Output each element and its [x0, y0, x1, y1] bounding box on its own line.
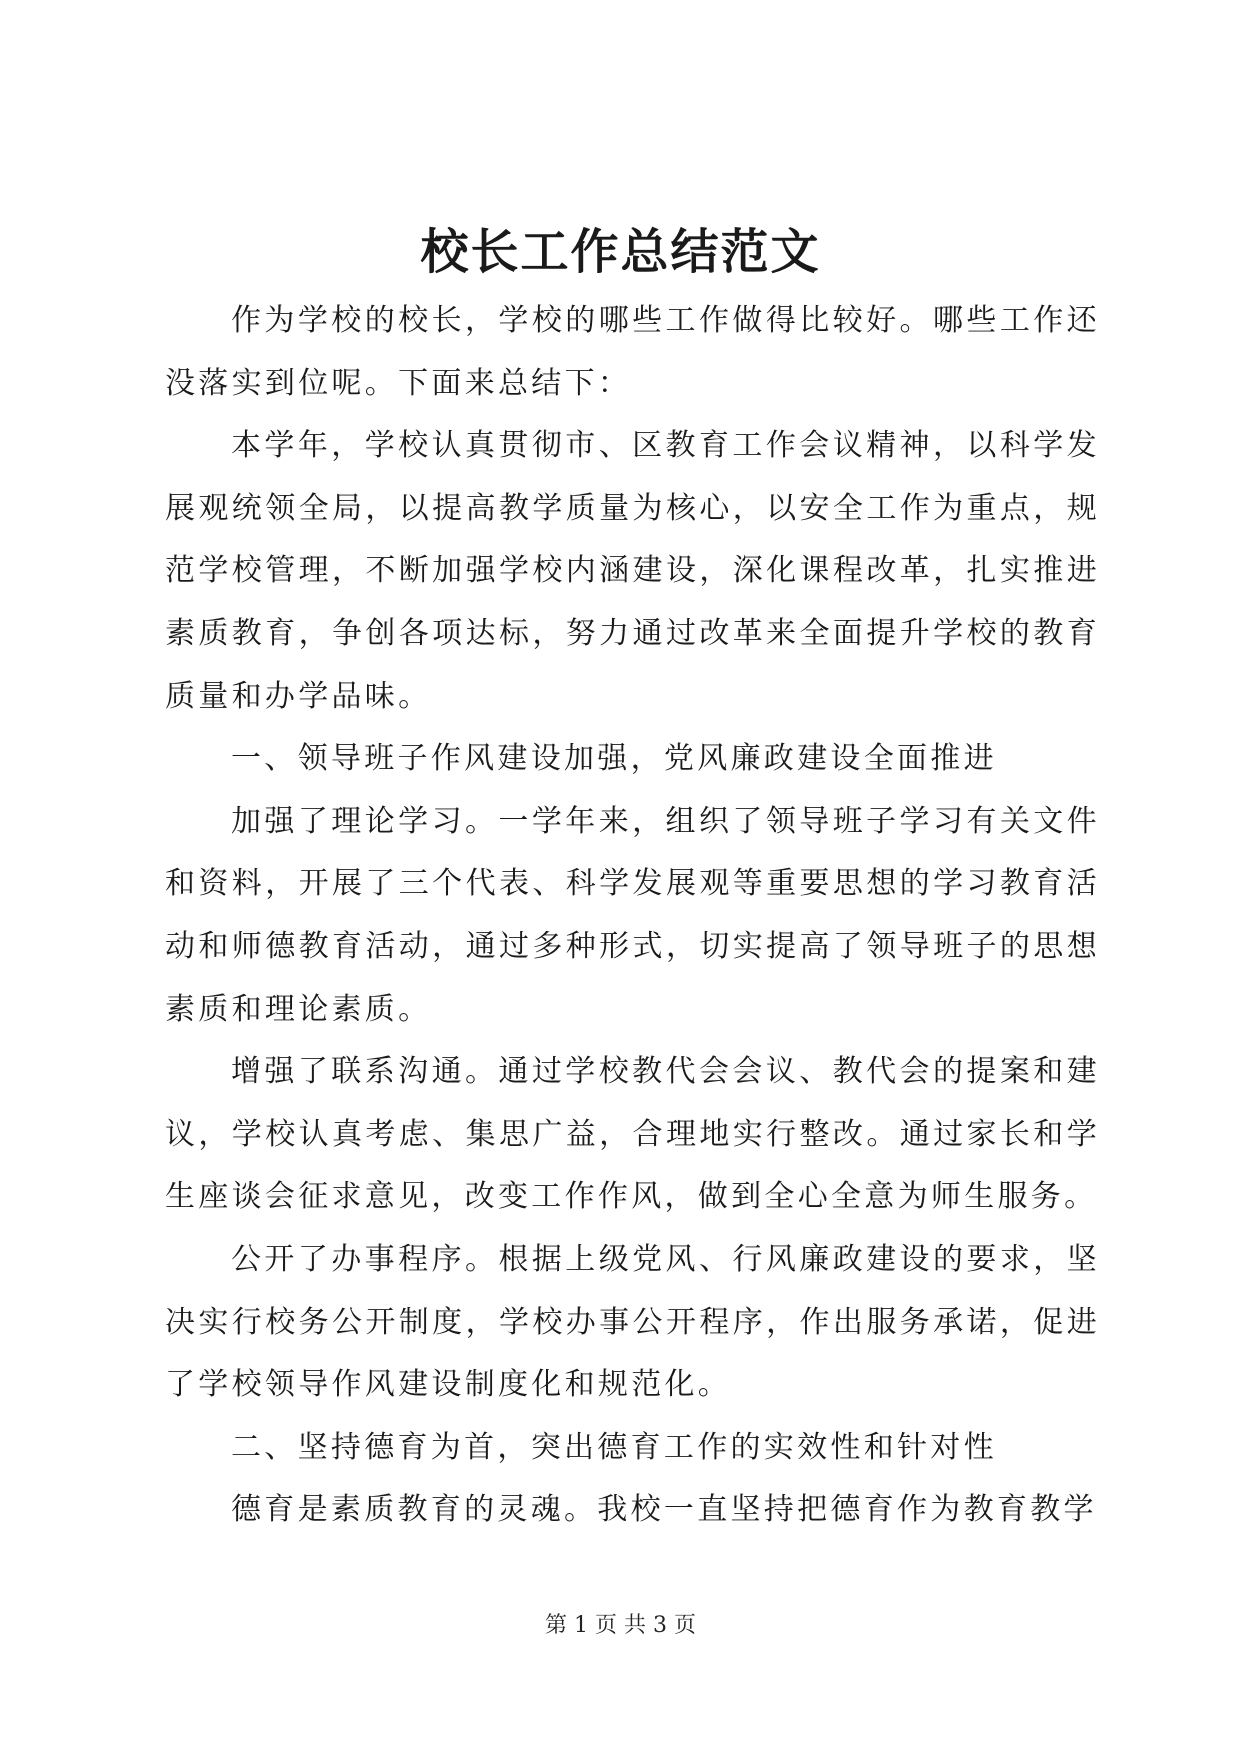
page-number-label: 第 1 页 共 3 页: [545, 1613, 696, 1638]
paragraph-open-procedures: 公开了办事程序。根据上级党风、行风廉政建设的要求，坚决实行校务公开制度，学校办事公开程序，作出服务承诺，促进了学校领导作风建设制度化和规范化。: [165, 1241, 1100, 1403]
section-heading-1: 一、领导班子作风建设加强，党风廉政建设全面推进: [231, 741, 997, 777]
section-heading-2: 二、坚持德育为首，突出德育工作的实效性和针对性: [231, 1429, 997, 1465]
page-footer: [0, 1612, 1241, 1640]
paragraph-theory-study: 加强了理论学习。一学年来，组织了领导班子学习有关文件和资料，开展了三个代表、科学发展观等重要思想的学习教育活动和师德教育活动，通过多种形式，切实提高了领导班子的思想素质和理论素质。: [165, 803, 1100, 1027]
paragraph-communication: 增强了联系沟通。通过学校教代会会议、教代会的提案和建议，学校认真考虑、集思广益，合理地实行整改。通过家长和学生座谈会征求意见，改变工作作风，做到全心全意为师生服务。: [165, 1054, 1100, 1215]
document-title: 校长工作总结范文: [420, 224, 821, 280]
paragraph-overview: 本学年，学校认真贯彻市、区教育工作会议精神，以科学发展观统领全局，以提高教学质量为核心，以安全工作为重点，规范学校管理，不断加强学校内涵建设，深化课程改革，扎实推进素质教育，争创各项达标，努力通过改革来全面提升学校的教育质量和办学品味。: [165, 428, 1100, 714]
paragraph-moral-education: 德育是素质教育的灵魂。我校一直坚持把德育作为教育教学: [231, 1492, 1097, 1528]
document-body: [165, 290, 1100, 1542]
paragraph-intro: 作为学校的校长，学校的哪些工作做得比较好。哪些工作还没落实到位呢。下面来总结下：: [165, 303, 1100, 401]
